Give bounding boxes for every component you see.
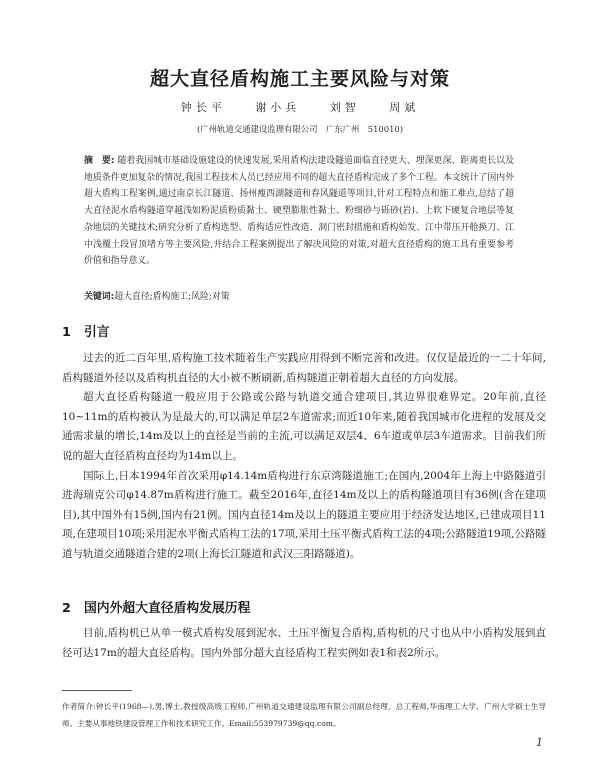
section-heading-development — [62, 597, 250, 616]
section-title: 引言 — [84, 325, 110, 340]
keywords-label: 关键词: — [84, 292, 115, 302]
keywords — [84, 289, 514, 302]
abstract-label: 摘 要: — [84, 156, 115, 166]
author-footnote: 作者简介:钟长平(1968—),男,博士,教授级高级工程师,广州轨道交通建设监理有限公司副总经理、总工程师,华南理工大学、广州大学硕士生导师。主要从事地铁建设管理工作和技术研究工作。Email:553979739@qq.com。 — [62, 702, 546, 728]
section-2-body — [62, 624, 546, 663]
section-number: 1 — [62, 325, 71, 340]
paragraph: 超大直径盾构隧道一般应用于公路或公路与轨道交通合建项目,其边界很难界定。20年前,直径10~11m的盾构被认为是最大的,可以满足单层2车道需求;而近10年来,随着我国城市化进程的发展及交通需求量的增长,14m及以上的直径是当前的主流,可以满足双层4、6车道或单层3车道需求。目前我们所说的超大直径盾构直径均为14m以上。 — [62, 391, 546, 462]
footnote-divider — [62, 690, 132, 691]
keywords-text: 超大直径;盾构施工;风险;对策 — [114, 292, 230, 302]
paragraph: 国际上,日本1994年首次采用φ14.14m盾构进行东京湾隧道施工;在国内,2004年上海上中路隧道引进海瑞克公司φ14.87m盾构进行施工。截至2016年,直径14m及以上的盾构隧道项目有36例(含在建项目),其中国外有15例,国内有21例。国内直径14m及以上的隧道主要应用于经济发达地区,已建成项目11项,在建项目10项;采用泥水平衡式盾构工法的17项,采用土压平衡式盾构工法的4项;公路隧道19项,公路隧道与轨道交通隧道合建的2项(上海长江隧道和武汉三阳路隧道)。 — [62, 469, 546, 560]
section-heading-intro — [62, 321, 110, 340]
affiliation: (广州轨道交通建设监理有限公司 广东广州 510010) — [196, 124, 403, 134]
author-list — [0, 99, 600, 115]
section-number: 2 — [62, 601, 71, 616]
author-name: 刘智 — [329, 101, 360, 114]
author-name: 周斌 — [389, 101, 420, 114]
abstract — [84, 153, 514, 270]
paragraph: 过去的近二百年里,盾构施工技术随着生产实践应用得到不断完善和改进。仅仅是最近的一二十年间,盾构隧道外径以及盾构机直径的大小被不断刷新,盾构隧道正朝着超大直径的方向发展。 — [62, 352, 546, 384]
paragraph: 目前,盾构机已从单一模式盾构发展到泥水、土压平衡复合盾构,盾构机的尺寸也从中小盾构发展到直径可达17m的超大直径盾构。国内外部分超大直径盾构工程实例如表1和表2所示。 — [62, 627, 546, 659]
paper-title: 超大直径盾构施工主要风险与对策 — [149, 68, 450, 90]
section-title: 国内外超大直径盾构发展历程 — [84, 601, 251, 616]
page-number: 1 — [536, 736, 543, 749]
author-name: 谢小兵 — [255, 101, 301, 114]
section-1-body — [62, 349, 546, 565]
abstract-text: 随着我国城市基础设施建设的快速发展,采用盾构法建设隧道面临直径更大、埋深更深、距离更长以及地质条件更加复杂的情况,我国工程技术人员已经应用不同的超大直径盾构完成了多个工程。本文统计了国内外超大盾构工程案例,通过南京长江隧道、扬州瘦西湖隧道和春风隧道等项目,针对工程特点和施工难点,总结了超大直径泥水盾构隧道穿越浅如粉泥质粉质黏土、硬塑膨胀性黏土、粉细砂与砾砂(岩)、上软下硬复合地层等复杂地层的关键技术;研究分析了盾构选型、盾构适应性改造、洞门密封措施和盾构始发、江中带压开舱换刀、江中浅覆土段冒顶堵方等主要风险,并结合工程案例提出了解决风险的对策,对超大直径盾构的施工具有重要参考价值和指导意义。 — [84, 156, 514, 267]
author-name: 钟长平 — [180, 101, 226, 114]
